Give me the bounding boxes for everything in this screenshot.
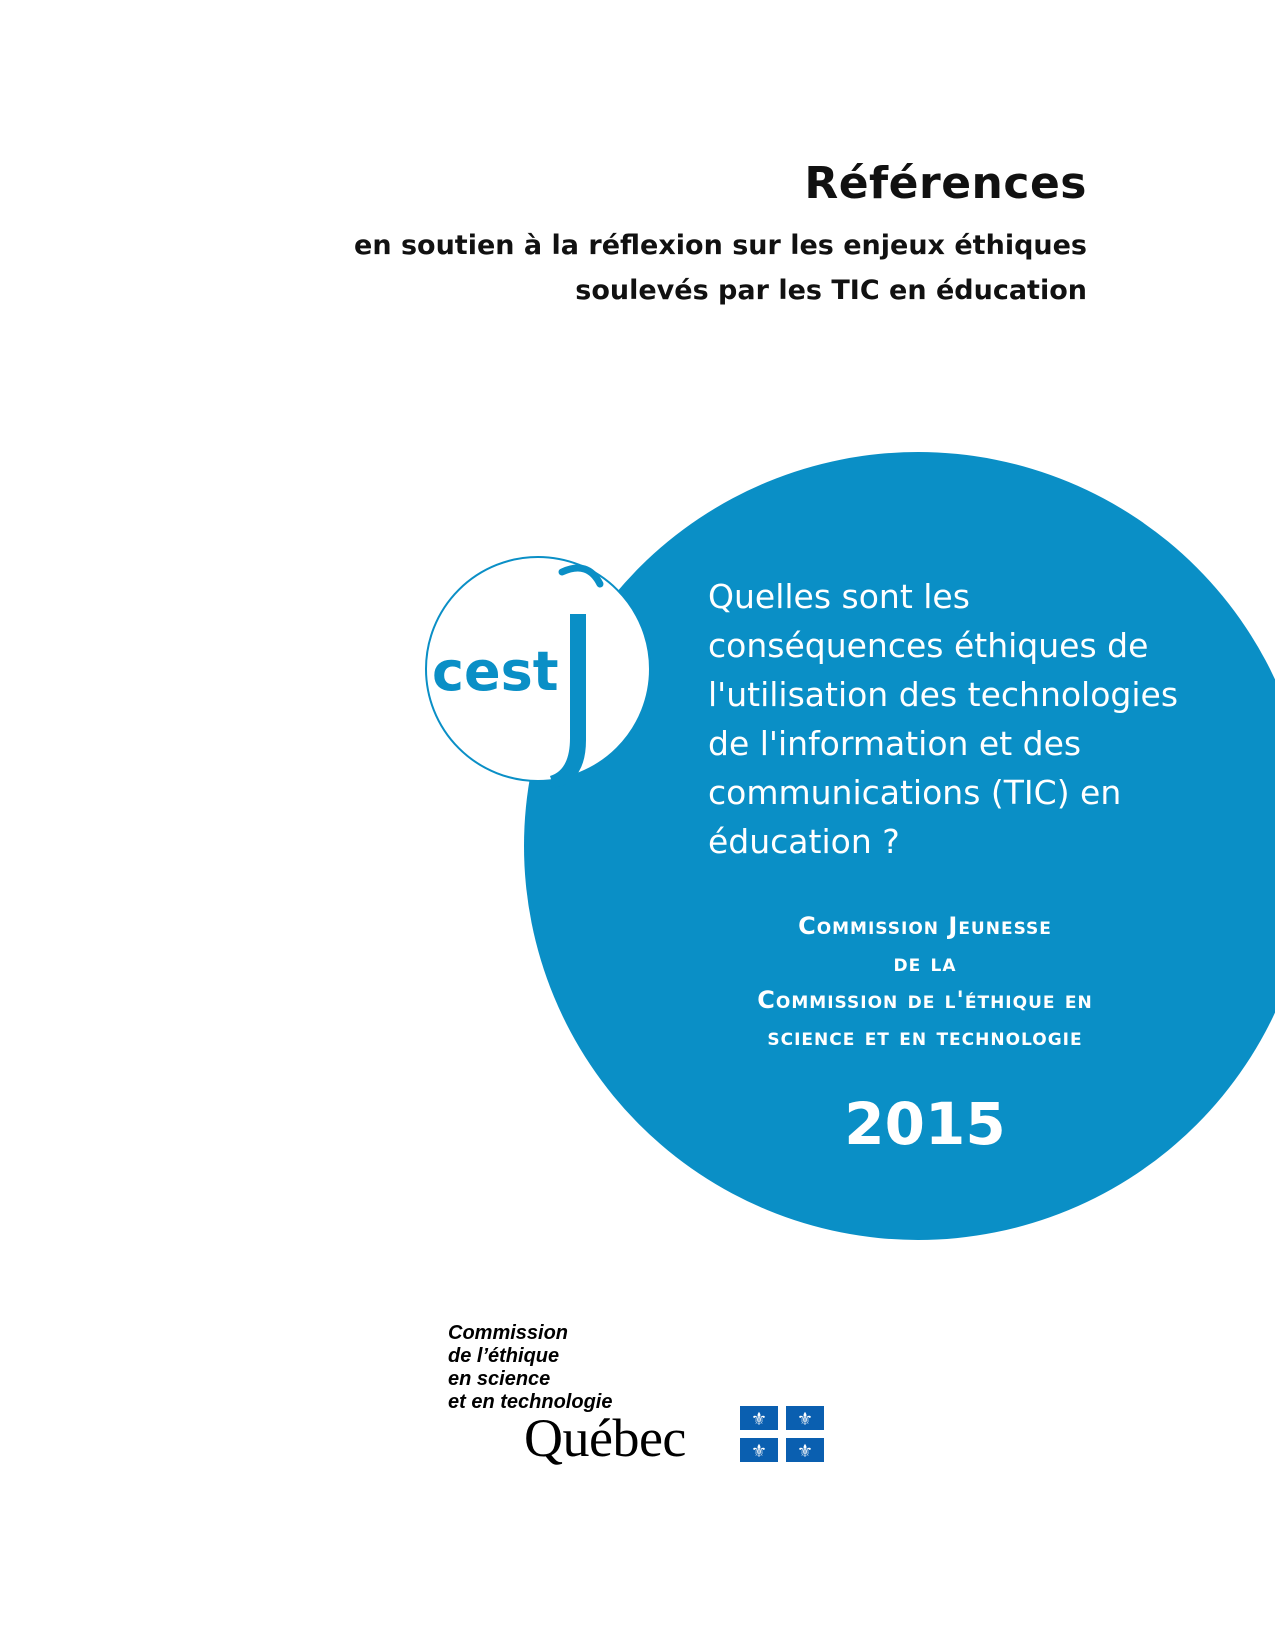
subtitle-line-1: en soutien à la réflexion sur les enjeux éthiques xyxy=(354,230,1087,261)
question-line: communications (TIC) en xyxy=(708,773,1122,812)
page-title: Références xyxy=(804,158,1087,209)
document-header xyxy=(354,158,1087,313)
question-line: Quelles sont les xyxy=(708,577,970,616)
quebec-wordmark: Québec xyxy=(524,1408,686,1468)
cest-j-logo-icon xyxy=(420,552,680,802)
org-line: Commission xyxy=(448,1322,569,1344)
svg-text:⚜: ⚜ xyxy=(796,1441,814,1462)
svg-text:⚜: ⚜ xyxy=(750,1441,768,1462)
org-line: de l’éthique xyxy=(448,1345,560,1367)
page-subtitle xyxy=(354,223,1087,313)
commission-line: Commission de l'éthique en xyxy=(757,986,1093,1014)
question-line: éducation ? xyxy=(708,822,900,861)
publication-year: 2015 xyxy=(844,1090,1006,1158)
commission-line: science et en technologie xyxy=(767,1023,1083,1051)
question-line: conséquences éthiques de xyxy=(708,626,1149,665)
org-line: en science xyxy=(448,1368,551,1390)
org-line: et en technologie xyxy=(448,1391,613,1413)
logo-cest-text: cest xyxy=(432,640,559,703)
svg-text:⚜: ⚜ xyxy=(796,1409,814,1430)
quebec-flag-icon xyxy=(740,1406,824,1462)
subtitle-line-2: soulevés par les TIC en éducation xyxy=(575,275,1087,306)
commission-line: de la xyxy=(893,949,957,977)
commission-line: Commission Jeunesse xyxy=(798,912,1052,940)
question-line: l'utilisation des technologies xyxy=(708,675,1179,714)
svg-text:⚜: ⚜ xyxy=(750,1409,768,1430)
organization-name xyxy=(448,1322,612,1414)
commission-name xyxy=(690,908,1160,1056)
question-line: de l'information et des xyxy=(708,724,1082,763)
main-question xyxy=(708,572,1268,866)
